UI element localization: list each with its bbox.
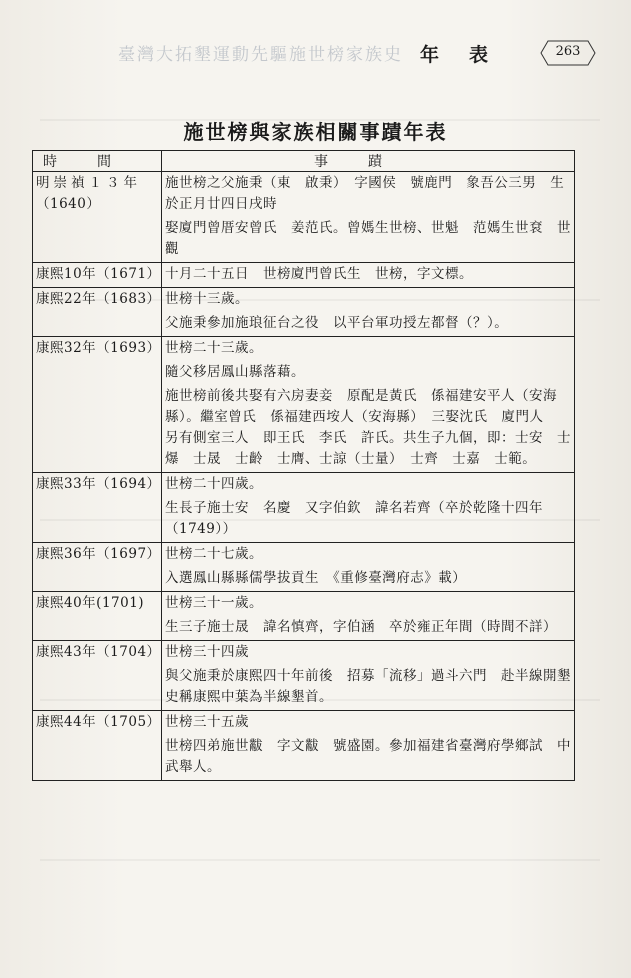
- event-text: 世榜十三歲。: [165, 291, 249, 307]
- event-text: 世榜四弟施世黻 字文黻 號盛園。參加福建省臺灣府學鄉試 中武舉人。: [165, 738, 571, 775]
- event-text: 娶廈門曾厝安曾氏 姜范氏。曾媽生世榜、世魁 范媽生世袞 世觀: [165, 220, 571, 257]
- section-title: 年表: [420, 44, 519, 66]
- table-row: [33, 263, 575, 288]
- event-text: 世榜三十四歲: [165, 644, 249, 660]
- event-text: 世榜二十四歲。: [165, 476, 263, 492]
- table-row: [33, 711, 575, 781]
- year-cell: 康熙43年（1704）: [33, 641, 162, 711]
- event-cell: [162, 592, 575, 641]
- event-text: 十月二十五日 世榜廈門曾氏生 世榜，字文標。: [165, 266, 473, 282]
- event-cell: [162, 641, 585, 711]
- event-cell: [162, 288, 575, 337]
- table-title: 施世榜與家族相關事蹟年表: [183, 120, 448, 144]
- year-cell: 康熙10年（1671）: [33, 263, 162, 288]
- event-text: 世榜二十七歲。: [165, 546, 263, 562]
- table-row: [33, 172, 575, 263]
- event-cell: [162, 711, 575, 781]
- event-text: 隨父移居鳳山縣落藉。: [165, 364, 305, 380]
- event-text: 施世榜之父施秉（東 啟秉） 字國侯 號鹿門 象吾公三男 生於正月廿四日戌時: [165, 175, 565, 212]
- year-cell: 康熙22年（1683）: [33, 288, 162, 337]
- event-cell: [162, 337, 575, 473]
- running-title: 臺灣大拓墾運動先驅施世榜家族史: [118, 45, 403, 65]
- table-row: [33, 288, 575, 337]
- year-cell: 康熙44年（1705）: [33, 711, 162, 781]
- table-row: [33, 641, 575, 711]
- year-cell: 康熙33年（1694）: [33, 473, 162, 543]
- table-row: [33, 543, 575, 592]
- event-cell: [162, 473, 575, 543]
- year-cell: 康熙40年(1701): [33, 592, 162, 641]
- table-row: [33, 473, 575, 543]
- year-sub-label: （1640）: [36, 196, 101, 212]
- page-number: 263: [555, 44, 581, 59]
- event-cell: [162, 172, 575, 263]
- event-text: 世榜三十一歲。: [165, 595, 263, 611]
- year-label: 明崇禎１３年: [36, 175, 141, 191]
- year-cell: 康熙36年（1697）: [33, 543, 162, 592]
- year-cell: 康熙32年（1693）: [33, 337, 162, 473]
- event-text: 施世榜前後共娶有六房妻妾 原配是黃氏 係福建安平人（安海縣）。繼室曾氏 係福建西垵人（安海縣） 三娶沈氏 廈門人 另有側室三人 即王氏 李氏 許氏。共生子九個，即：士安 士爆 士晟 士齡 士膺、士諒（士量） 士齊 士嘉 士範。: [165, 388, 571, 467]
- event-text: 世榜三十五歲: [165, 714, 249, 730]
- event-text: 父施秉參加施琅征台之役 以平台軍功授左都督（？）。: [165, 315, 509, 331]
- table-header-row: [33, 151, 575, 172]
- event-text: 入選鳳山縣縣儒學拔貢生 《重修臺灣府志》載）: [165, 570, 467, 586]
- event-text: 生三子施士晟 諱名慎齊，字伯涵 卒於雍正年間（時間不詳）: [165, 619, 557, 635]
- event-cell: [162, 263, 575, 288]
- event-text: 與父施秉於康熙四十年前後 招募「流移」過斗六門 赴半線開墾 史稱康熙中葉為半線墾首。: [165, 668, 585, 705]
- column-header-time: 時間: [33, 151, 162, 172]
- table-row: [33, 592, 575, 641]
- page-number-badge: [540, 40, 596, 66]
- column-header-events: 事蹟: [162, 151, 575, 172]
- chronology-table: [32, 150, 585, 781]
- table-row: [33, 337, 575, 473]
- event-text: 世榜二十三歲。: [165, 340, 263, 356]
- year-cell: [33, 172, 162, 263]
- event-cell: [162, 543, 575, 592]
- event-text: 生長子施士安 名慶 又字伯欽 諱名若齊（卒於乾隆十四年（1749））: [165, 500, 543, 537]
